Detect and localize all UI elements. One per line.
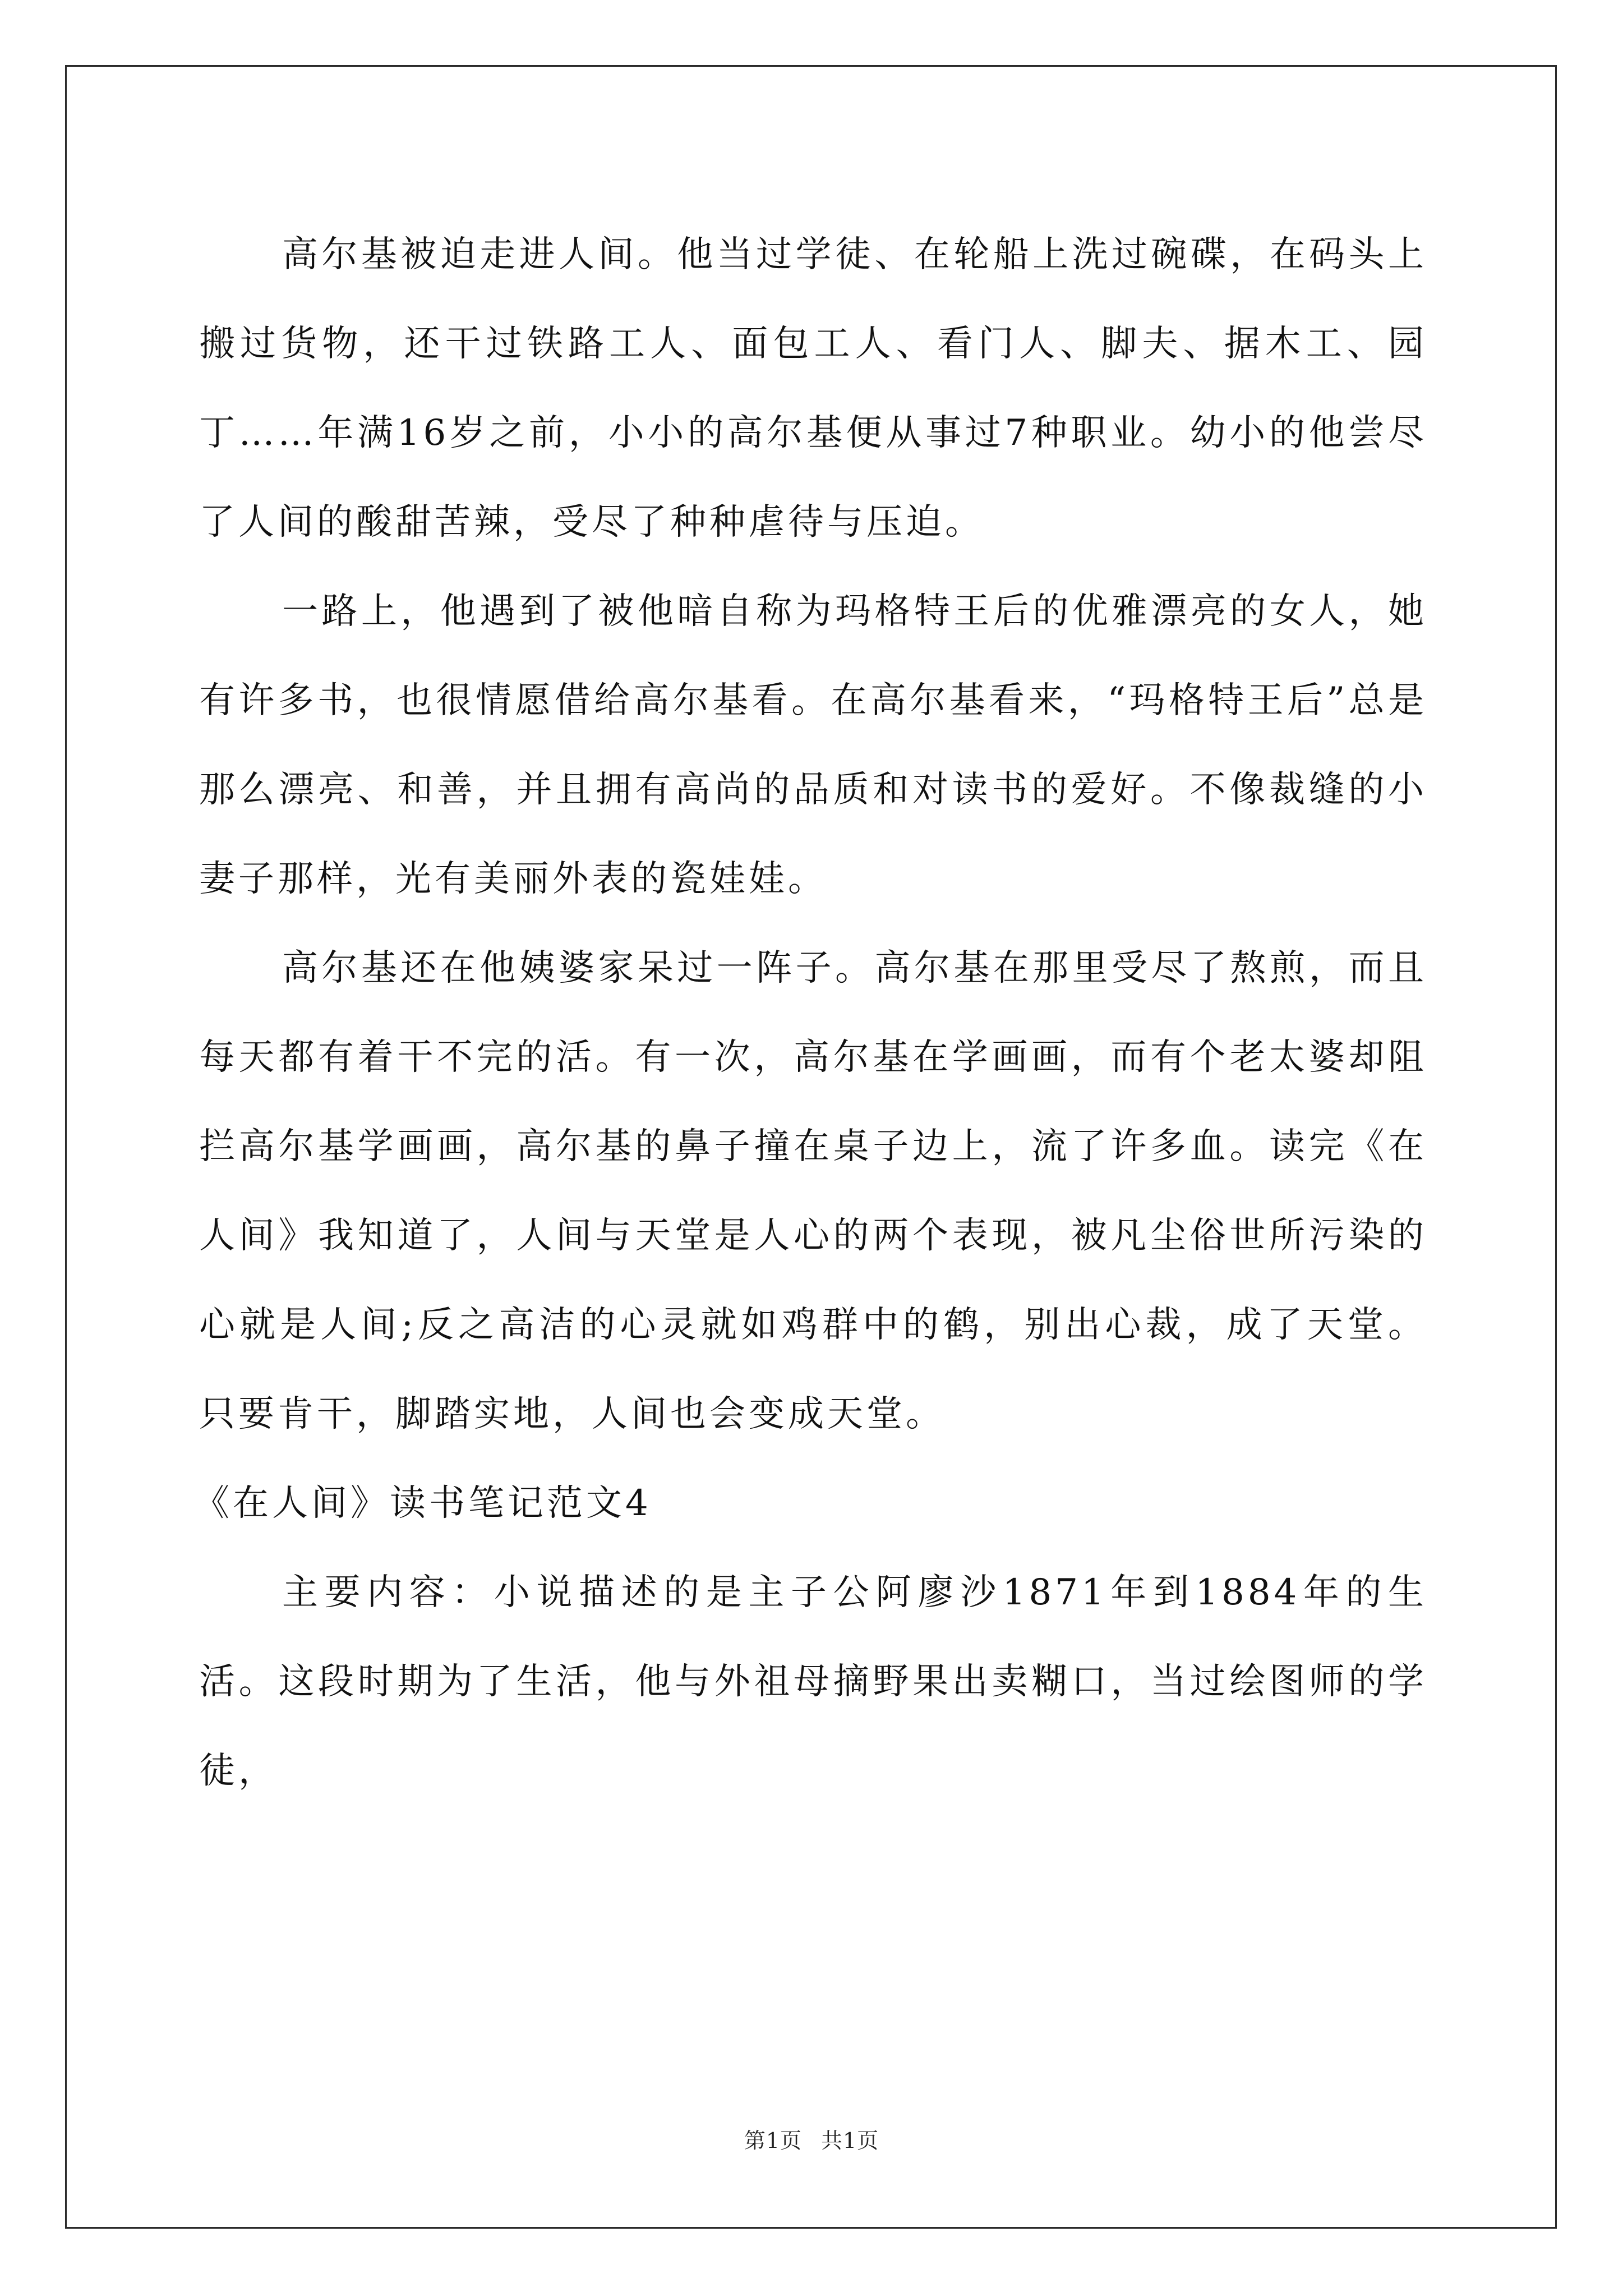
page-number: 第1页 [744, 2128, 802, 2153]
paragraph: 高尔基还在他姨婆家呆过一阵子。高尔基在那里受尽了熬煎，而且每天都有着干不完的活。有一次，高尔基在学画画，而有个老太婆却阻拦高尔基学画画，高尔基的鼻子撞在桌子边上，流了许多血。读完《在人间》我知道了，人间与天堂是人心的两个表现，被凡尘俗世所污染的心就是人间;反之高洁的心灵就如鸡群中的鹤，别出心裁，成了天堂。只要肯干，脚踏实地，人间也会变成天堂。 [199, 947, 1427, 1435]
paragraph: 一路上，他遇到了被他暗自称为玛格特王后的优雅漂亮的女人，她有许多书，也很情愿借给高尔基看。在高尔基看来，“玛格特王后”总是那么漂亮、和善，并且拥有高尚的品质和对读书的爱好。不像裁缝的小妻子那样，光有美丽外表的瓷娃娃。 [199, 591, 1427, 900]
page-footer [0, 2123, 1623, 2154]
section-heading: 《在人间》读书笔记范文4 [193, 1483, 652, 1524]
paragraph: 高尔基被迫走进人间。他当过学徒、在轮船上洗过碗碟，在码头上搬过货物，还干过铁路工人、面包工人、看门人、脚夫、据木工、园丁……年满16岁之前，小小的高尔基便从事过7种职业。幼小的他尝尽了人间的酸甜苦辣，受尽了种种虐待与压迫。 [199, 234, 1427, 543]
paragraph: 主要内容：小说描述的是主子公阿廖沙1871年到1884年的生活。这段时期为了生活，他与外祖母摘野果出卖糊口，当过绘图师的学徒， [199, 1572, 1427, 1792]
page-total: 共1页 [821, 2128, 879, 2153]
document-body [193, 210, 1427, 1816]
